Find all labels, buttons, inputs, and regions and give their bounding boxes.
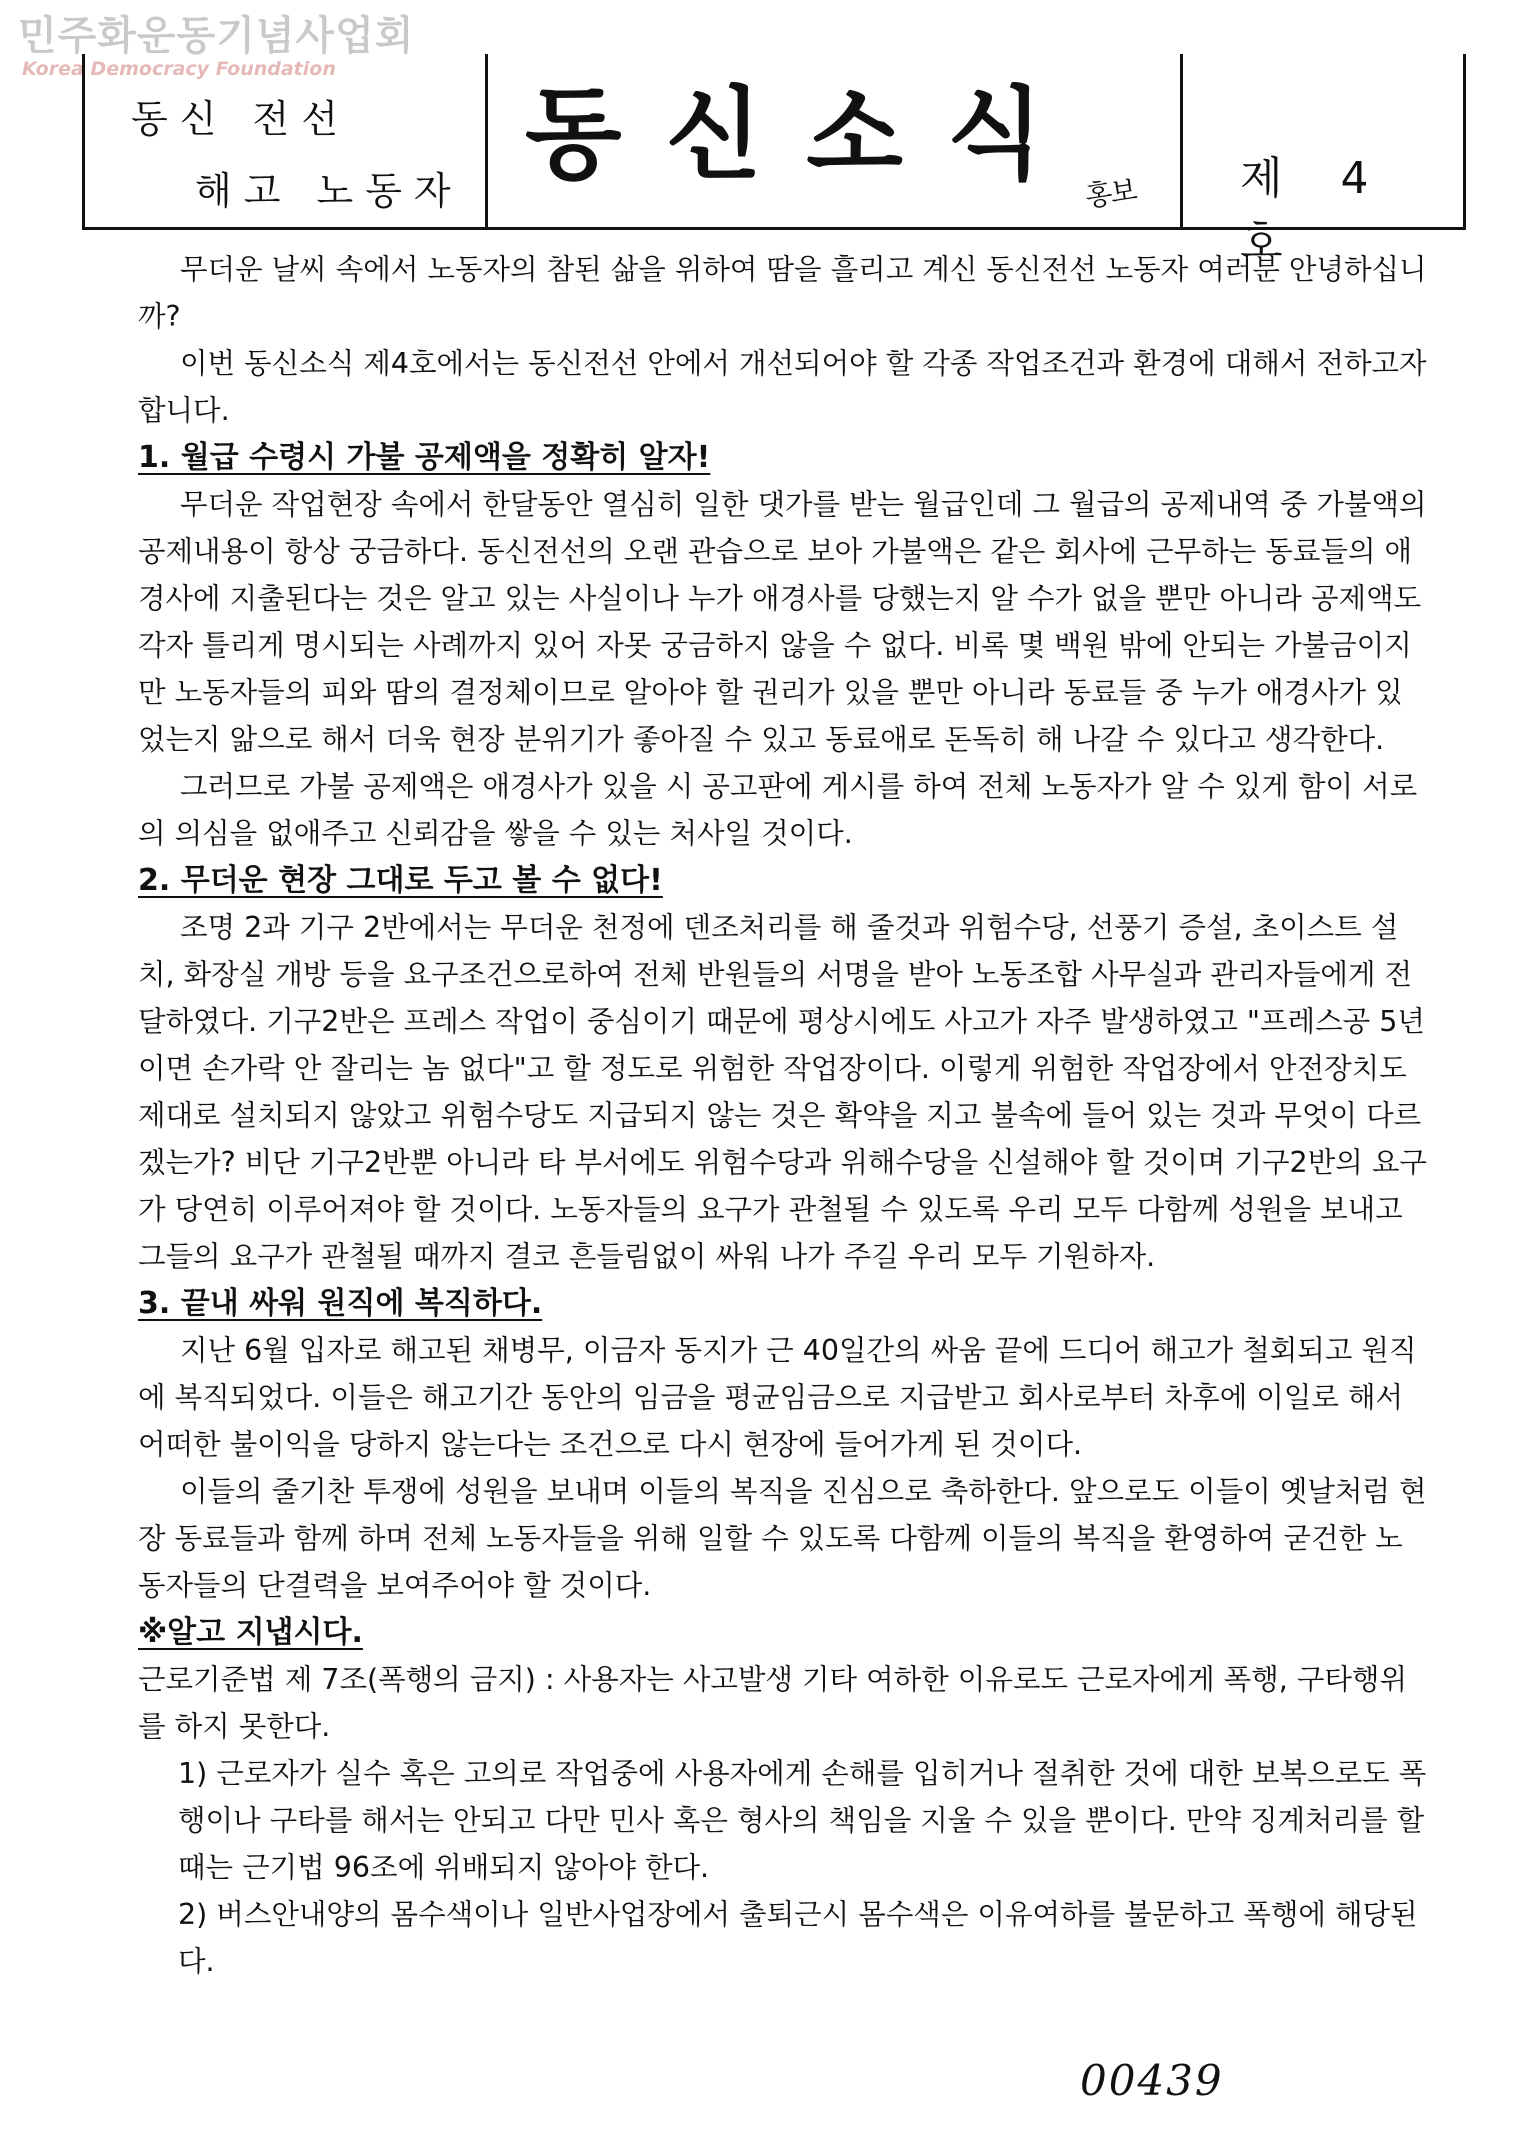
newsletter-title: 동신소식 xyxy=(525,76,1088,193)
document-number: 00439 xyxy=(1080,2056,1224,2105)
article-body xyxy=(138,246,1428,1985)
labor-law-item-2: 2) 버스안내양의 몸수색이나 일반사업장에서 출퇴근시 몸수색은 이유여하를 불문하고 폭행에 해당된다. xyxy=(178,1898,1418,1978)
section-2-paragraph: 조명 2과 기구 2반에서는 무더운 천정에 덴조처리를 해 줄것과 위험수당, 선풍기 증설, 초이스트 설치, 화장실 개방 등을 요구조건으로하여 전체 반원들의 서명을 받아 노동조합 사무실과 관리자들에게 전달하였다. 기구2반은 프레스 작업이 중심이기 때문에 평상시에도 사고가 자주 발생하였고 "프레스공 5년이면 손가락 안 잘리는 놈 없다"고 할 정도로 위험한 작업장이다. 이렇게 위험한 작업장에서 안전장치도 제대로 설치되지 않았고 위험수당도 지급되지 않는 것은 확약을 지고 불속에 들어 있는 것과 무엇이 다르겠는가? 비단 기구2반뿐 아니라 타 부서에도 위험수당과 위해수당을 신설해야 할 것이며 기구2반의 요구가 당연히 이루어져야 할 것이다. 노동자들의 요구가 관철될 수 있도록 우리 모두 다함께 성원을 보내고 그들의 요구가 관철될 때까지 결코 흔들림없이 싸워 나가 주길 우리 모두 기원하자. xyxy=(138,911,1427,1273)
greeting-paragraph: 무더운 날씨 속에서 노동자의 참된 삶을 위하여 땀을 흘리고 계신 동신전선 노동자 여러분 안녕하십니까? xyxy=(138,253,1427,333)
issue-cell xyxy=(1180,54,1463,268)
section-3-paragraph-2: 이들의 줄기찬 투쟁에 성원을 보내며 이들의 복직을 진심으로 축하한다. 앞으로도 이들이 옛날처럼 현장 동료들과 함께 하며 전체 노동자들을 위해 일할 수 있도록 다함께 이들의 복직을 환영하여 굳건한 노동자들의 단결력을 보여주어야 할 것이다. xyxy=(138,1475,1427,1602)
publisher-cell xyxy=(85,54,488,227)
section-4-heading: ※알고 지냅시다. xyxy=(138,1615,363,1650)
publisher-group: 해고 노동자 xyxy=(195,169,463,213)
stamp-mark: 홍보 xyxy=(1083,173,1138,214)
section-1-paragraph-1: 무더운 작업현장 속에서 한달동안 열심히 일한 댓가를 받는 월급인데 그 월급의 공제내역 중 가불액의 공제내용이 항상 궁금하다. 동신전선의 오랜 관습으로 보아 가불액은 같은 회사에 근무하는 동료들의 애경사에 지출된다는 것은 알고 있는 사실이나 누가 애경사를 당했는지 알 수가 없을 뿐만 아니라 공제액도 각자 틀리게 명시되는 사례까지 있어 자못 궁금하지 않을 수 없다. 비록 몇 백원 밖에 안되는 가불금이지만 노동자들의 피와 땀의 결정체이므로 알아야 할 권리가 있을 뿐만 아니라 동료들 중 누가 애경사가 있었는지 앎으로 해서 더욱 현장 분위기가 좋아질 수 있고 동료애로 돈독히 해 나갈 수 있다고 생각한다. xyxy=(138,488,1427,756)
section-1-heading: 1. 월급 수령시 가불 공제액을 정확히 알자! xyxy=(138,440,711,475)
labor-law-article: 근로기준법 제 7조(폭행의 금지) : 사용자는 사고발생 기타 여하한 이유로도 근로자에게 폭행, 구타행위를 하지 못한다. xyxy=(138,1663,1407,1743)
newsletter-header xyxy=(82,54,1466,268)
intro-paragraph: 이번 동신소식 제4호에서는 동신전선 안에서 개선되어야 할 각종 작업조건과 환경에 대해서 전하고자 합니다. xyxy=(138,347,1427,427)
section-2-heading: 2. 무더운 현장 그대로 두고 볼 수 없다! xyxy=(138,863,663,898)
watermark-korean: 민주화운동기념사업회 xyxy=(18,13,415,59)
section-3-heading: 3. 끝내 싸워 원직에 복직하다. xyxy=(138,1286,543,1321)
watermark-english: Korea Democracy Foundation xyxy=(22,58,336,80)
title-cell xyxy=(485,54,1183,227)
section-3-paragraph-1: 지난 6월 입자로 해고된 채병무, 이금자 동지가 근 40일간의 싸움 끝에 드디어 해고가 철회되고 원직에 복직되었다. 이들은 해고기간 동안의 임금을 평균임금으로 지급받고 회사로부터 차후에 이일로 해서 어떠한 불이익을 당하지 않는다는 조건으로 다시 현장에 들어가게 된 것이다. xyxy=(138,1334,1417,1461)
labor-law-item-1: 1) 근로자가 실수 혹은 고의로 작업중에 사용자에게 손해를 입히거나 절취한 것에 대한 보복으로도 폭행이나 구타를 해서는 안되고 다만 민사 혹은 형사의 책임을 지울 수 있을 뿐이다. 만약 징계처리를 할 때는 근기법 96조에 위배되지 않아야 한다. xyxy=(178,1757,1427,1884)
issue-number: 제 4 호 xyxy=(1240,153,1391,268)
section-1-paragraph-2: 그러므로 가불 공제액은 애경사가 있을 시 공고판에 게시를 하여 전체 노동자가 알 수 있게 함이 서로의 의심을 없애주고 신뢰감을 쌓을 수 있는 처사일 것이다. xyxy=(138,770,1418,850)
publisher-company: 동신 전선 xyxy=(131,97,350,141)
